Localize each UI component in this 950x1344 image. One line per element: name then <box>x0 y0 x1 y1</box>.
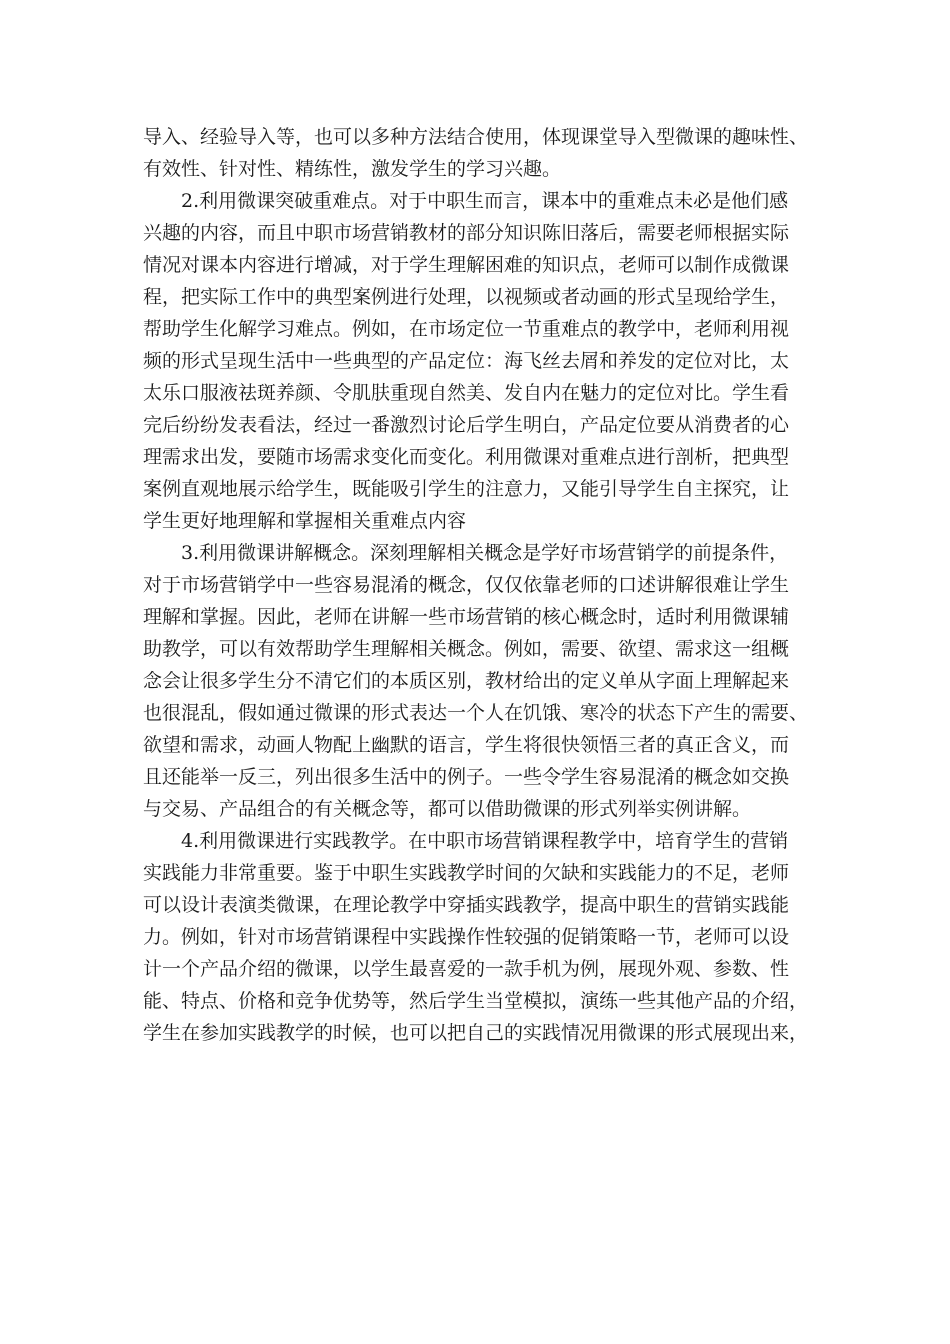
text-line: 也很混乱，假如通过微课的形式表达一个人在饥饿、寒冷的状态下产生的需要、 <box>143 702 809 724</box>
text-line: 欲望和需求，动画人物配上幽默的语言，学生将很快领悟三者的真正含义，而 <box>143 734 790 756</box>
text-line: 案例直观地展示给学生，既能吸引学生的注意力，又能引导学生自主探究，让 <box>143 478 790 500</box>
text-line: 理需求出发，要随市场需求变化而变化。利用微课对重难点进行剖析，把典型 <box>143 446 790 468</box>
text-line: 频的形式呈现生活中一些典型的产品定位：海飞丝去屑和养发的定位对比，太 <box>143 350 790 372</box>
text-line: 导入、经验导入等，也可以多种方法结合使用，体现课堂导入型微课的趣味性、 <box>143 126 809 148</box>
text-line: 程，把实际工作中的典型案例进行处理，以视频或者动画的形式呈现给学生， <box>143 286 790 308</box>
text-line: 能、特点、价格和竞争优势等，然后学生当堂模拟，演练一些其他产品的介绍， <box>143 990 809 1012</box>
text-line: 兴趣的内容，而且中职市场营销教材的部分知识陈旧落后，需要老师根据实际 <box>143 222 790 244</box>
text-line: 帮助学生化解学习难点。例如，在市场定位一节重难点的教学中，老师利用视 <box>143 318 790 340</box>
body-text <box>143 121 809 1049</box>
paragraph-3-start: 3.利用微课讲解概念。深刻理解相关概念是学好市场营销学的前提条件， <box>181 542 789 564</box>
text-line: 太乐口服液祛斑养颜、令肌肤重现自然美、发自内在魅力的定位对比。学生看 <box>143 382 790 404</box>
text-line: 有效性、针对性、精练性，激发学生的学习兴趣。 <box>143 158 562 180</box>
paragraph-2-start: 2.利用微课突破重难点。对于中职生而言，课本中的重难点未必是他们感 <box>181 190 789 212</box>
text-line: 学生更好地理解和掌握相关重难点内容 <box>143 510 467 532</box>
text-line: 念会让很多学生分不清它们的本质区别，教材给出的定义单从字面上理解起来 <box>143 670 790 692</box>
text-line: 与交易、产品组合的有关概念等，都可以借助微课的形式列举实例讲解。 <box>143 798 752 820</box>
paragraph-4-start: 4.利用微课进行实践教学。在中职市场营销课程教学中，培育学生的营销 <box>181 830 789 852</box>
text-line: 可以设计表演类微课，在理论教学中穿插实践教学，提高中职生的营销实践能 <box>143 894 790 916</box>
text-line: 情况对课本内容进行增减，对于学生理解困难的知识点，老师可以制作成微课 <box>143 254 790 276</box>
text-line: 学生在参加实践教学的时候，也可以把自己的实践情况用微课的形式展现出来， <box>143 1022 809 1044</box>
text-line: 完后纷纷发表看法，经过一番激烈讨论后学生明白，产品定位要从消费者的心 <box>143 414 790 436</box>
text-line: 力。例如，针对市场营销课程中实践操作性较强的促销策略一节，老师可以设 <box>143 926 790 948</box>
text-line: 对于市场营销学中一些容易混淆的概念，仅仅依靠老师的口述讲解很难让学生 <box>143 574 790 596</box>
text-line: 且还能举一反三，列出很多生活中的例子。一些令学生容易混淆的概念如交换 <box>143 766 790 788</box>
text-line: 理解和掌握。因此，老师在讲解一些市场营销的核心概念时，适时利用微课辅 <box>143 606 790 628</box>
text-line: 助教学，可以有效帮助学生理解相关概念。例如，需要、欲望、需求这一组概 <box>143 638 790 660</box>
text-line: 计一个产品介绍的微课，以学生最喜爱的一款手机为例，展现外观、参数、性 <box>143 958 790 980</box>
text-line: 实践能力非常重要。鉴于中职生实践教学时间的欠缺和实践能力的不足，老师 <box>143 862 790 884</box>
